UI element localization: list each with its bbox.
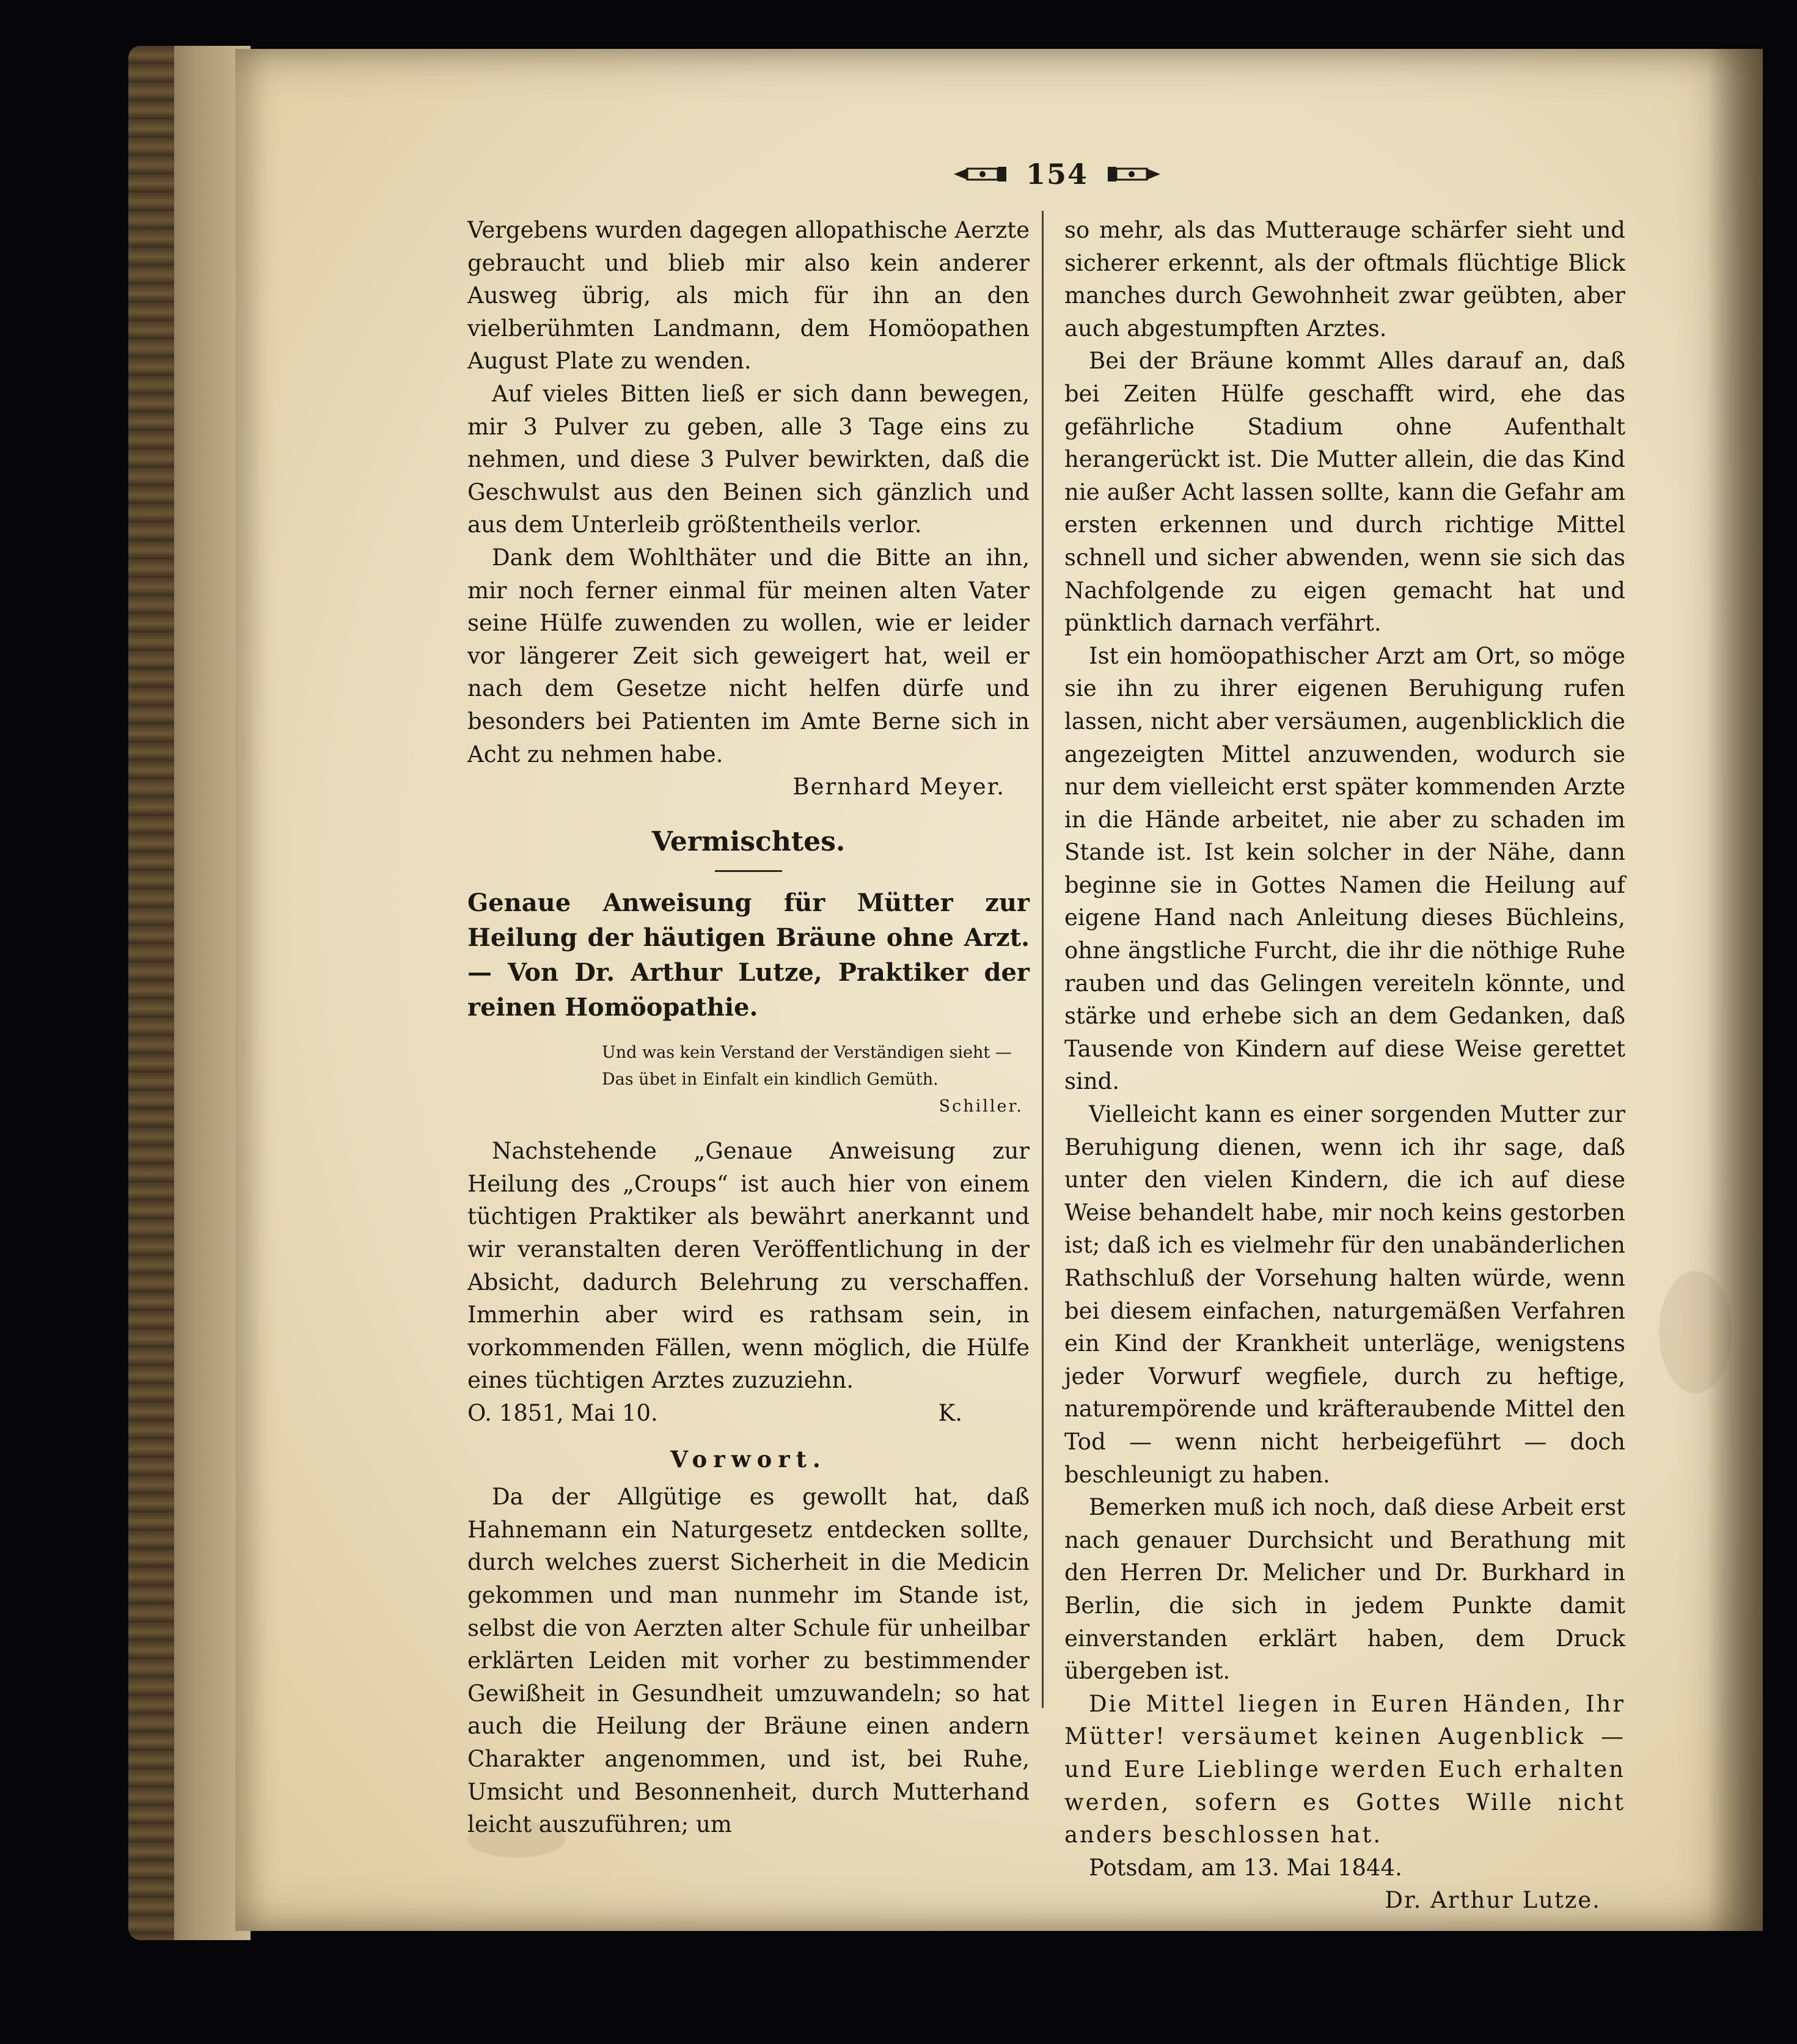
page-gutter-shadow [1708, 49, 1763, 1931]
subheading: Vorwort. [670, 1445, 827, 1473]
paragraph: Ist ein homöopathischer Arzt am Ort, so möge sie ihn zu ihrer eigenen Beruhigung rufen lassen, nicht aber versäumen, augenblicklich die angezeigten Mittel anzuwenden, wodurch sie nur dem vielleicht erst später kommenden Arzte in die Hände arbeitet, nie aber zu schaden im Stande ist. Ist kein solcher in der Nähe, dann beginne sie in Gottes Namen die Heilung auf eigene Hand nach Anleitung dieses Büchleins, ohne ängstliche Furcht, die ihr die nöthige Ruhe rauben und das Gelingen vereiteln könnte, und stärke und erhebe sich an dem Gedanken, daß Tausende von Kindern auf diese Weise gerettet sind. [1064, 642, 1625, 1095]
book-cover-edge [128, 46, 174, 1940]
epigraph-line: Das übet in Einfalt ein kindlich Gemüth. [602, 1070, 939, 1090]
paragraph: Vielleicht kann es einer sorgenden Mutter zur Beruhigung dienen, wenn ich ihr sage, daß unter den vielen Kindern, die ich auf diese Weise behandelt habe, mir noch keins gestorben ist; daß ich es vielmehr für den unabänderlichen Rathschluß der Vorsehung halten würde, wenn bei diesem einfachen, naturgemäßen Verfahren ein Kind der Krankheit unterläge, wenigstens jeder Vorwurf wegfiele, durch zu heftige, naturempörende und kräfteraubende Mittel den Tod — wenn nicht herbeigeführt — doch beschleunigt zu haben. [1064, 1101, 1625, 1488]
section-rule [715, 870, 782, 872]
signature: Bernhard Meyer. [792, 774, 1005, 800]
left-column [467, 214, 1030, 1841]
epigraph-line: Und was kein Verstand der Verständigen sieht — [602, 1043, 1012, 1063]
dateline: Potsdam, am 13. Mai 1844. [1089, 1854, 1402, 1881]
section-title: Vermischtes. [651, 826, 846, 857]
paragraph: Dank dem Wohlthäter und die Bitte an ihn, mir noch ferner einmal für meinen alten Vater seine Hülfe zuwenden zu wollen, wie er leider vor längerer Zeit sich geweigert hat, weil er nach dem Gesetze nicht helfen dürfe und besonders bei Patienten im Amte Berne sich in Acht zu nehmen habe. [467, 544, 1030, 767]
paragraph: so mehr, als das Mutterauge schärfer sieht und sicherer erkennt, als der oftmals flüchtige Blick manches durch Gewohnheit zwar geübten, aber auch abgestumpften Arztes. [1064, 217, 1625, 342]
page-header [935, 156, 1179, 192]
paragraph: Bei der Bräune kommt Alles darauf an, daß bei Zeiten Hülfe geschafft wird, ehe das gefährliche Stadium ohne Aufenthalt herangerückt ist. Die Mutter allein, die das Kind nie außer Acht lassen sollte, kann die Gefahr am ersten erkennen und durch richtige Mittel schnell und sicher abwenden, wenn sie sich das Nachfolgende zu eigen gemacht hat und pünktlich darnach verfährt. [1064, 348, 1625, 637]
column-divider [1042, 211, 1044, 1708]
signature: Dr. Arthur Lutze. [1385, 1887, 1601, 1914]
paper-stain [1659, 1271, 1732, 1393]
paragraph: Nachstehende „Genaue Anweisung zur Heilung des „Croups“ ist auch hier von einem tüchtigen Praktiker als bewährt anerkannt und wir veranstalten deren Veröffentlichung in der Absicht, dadurch Belehrung zu verschaffen. Immerhin aber wird es rathsam sein, in vorkommenden Fällen, wenn möglich, die Hülfe eines tüchtigen Arztes zuzuziehn. [467, 1138, 1030, 1394]
paragraph: Auf vieles Bitten ließ er sich dann bewegen, mir 3 Pulver zu geben, alle 3 Tage eins zu nehmen, und diese 3 Pulver bewirkten, daß die Geschwulst aus den Beinen sich gänzlich und aus dem Unterleib größtentheils verlor. [467, 380, 1030, 538]
dateline [467, 1397, 1030, 1430]
paragraph: Vergebens wurden dagegen allopathische Aerzte gebraucht und blieb mir also kein anderer Ausweg übrig, als mich für ihn an den vielberühmten Landmann, dem Homöopathen August Plate zu wenden. [467, 217, 1030, 375]
article-title: Genaue Anweisung für Mütter zur Heilung der häutigen Bräune ohne Arzt. — Von Dr. Arthur Lutze, Praktiker der reinen Homöopathie. [467, 888, 1030, 1022]
page-number: 154 [1025, 158, 1089, 191]
epigraph-author: Schiller. [939, 1097, 1023, 1116]
right-ornament-icon [1105, 165, 1160, 183]
dateline-place-date: O. 1851, Mai 10. [467, 1400, 658, 1427]
epigraph [467, 1039, 1030, 1120]
paragraph: Bemerken muß ich noch, daß diese Arbeit erst nach genauer Durchsicht und Berathung mit den Herren Dr. Melicher und Dr. Burkhard in Berlin, die sich in jedem Punkte damit einverstanden erklärt haben, dem Druck übergeben ist. [1064, 1494, 1625, 1685]
dateline-initial: K. [938, 1400, 962, 1427]
paragraph: Die Mittel liegen in Euren Händen, Ihr Mütter! versäumet keinen Augenblick — und Eure Lieblinge werden Euch erhalten werden, sofern es Gottes Wille nicht anders beschlossen hat. [1064, 1690, 1625, 1848]
left-ornament-icon [954, 165, 1009, 183]
paragraph: Da der Allgütige es gewollt hat, daß Hahnemann ein Naturgesetz entdecken sollte, durch welches zuerst Sicherheit in die Medicin gekommen und man nunmehr im Stande ist, selbst die von Aerzten alter Schule für unheilbar erklärten Leiden mit vorher zu bestimmender Gewißheit in Gesundheit umzuwandeln; so hat auch die Heilung der Bräune einen andern Charakter angenommen, und ist, bei Ruhe, Umsicht und Besonnenheit, durch Mutterhand leicht auszuführen; um [467, 1484, 1030, 1838]
right-column [1064, 214, 1625, 1917]
